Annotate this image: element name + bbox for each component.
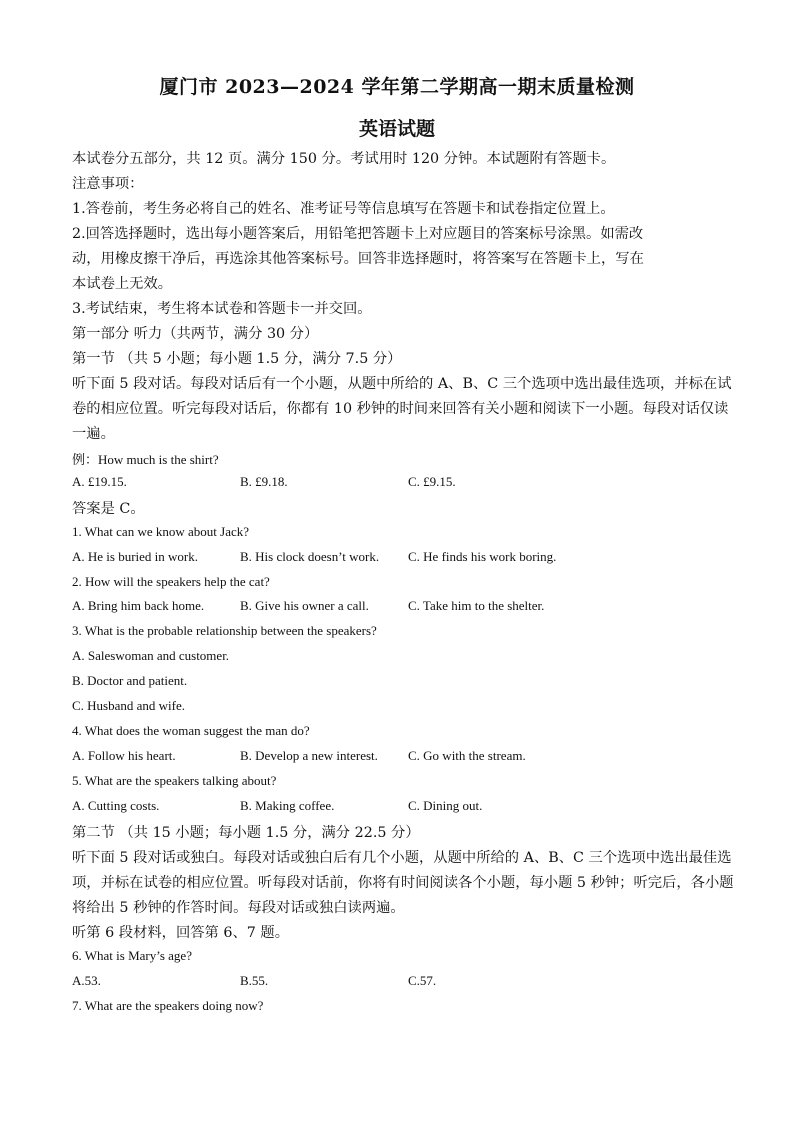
question-1: 1. What can we know about Jack? <box>72 524 250 539</box>
section1-instructions: 一遍。 <box>72 426 115 442</box>
section2-instructions: 听下面 5 段对话或独白。每段对话或独白后有几个小题，从题中所给的 A、B、C 三个选项中选出最佳选 <box>72 850 732 866</box>
q6-option-b: B.55. <box>240 973 269 988</box>
section1-title: 第一节 （共 5 小题；每小题 1.5 分，满分 7.5 分） <box>72 351 402 367</box>
q2-option-c: C. Take him to the shelter. <box>408 598 545 613</box>
example-question: 例：How much is the shirt? <box>72 452 219 467</box>
section1-instructions: 听下面 5 段对话。每段对话后有一个小题，从题中所给的 A、B、C 三个选项中选出最佳选项，并标在试 <box>72 376 732 392</box>
q2-option-a: A. Bring him back home. <box>72 598 205 613</box>
exam-title: 厦门市 2023—2024 学年第二学期高一期末质量检测 <box>159 76 635 98</box>
q3-option-c: C. Husband and wife. <box>72 698 186 713</box>
notice-title: 注意事项： <box>72 176 144 192</box>
q1-option-b: B. His clock doesn’t work. <box>240 549 380 564</box>
question-7: 7. What are the speakers doing now? <box>72 998 264 1013</box>
section1-instructions: 卷的相应位置。听完每段对话后，你都有 10 秒钟的时间来回答有关小题和阅读下一小题。每段对话仅读 <box>72 401 729 417</box>
intro-text: 本试卷分五部分，共 12 页。满分 150 分。考试用时 120 分钟。本试题附有答题卡。 <box>72 151 616 167</box>
section2-instructions: 将给出 5 秒钟的作答时间。每段对话或独白读两遍。 <box>72 900 405 916</box>
q4-option-a: A. Follow his heart. <box>72 748 176 763</box>
notice-line: 2.回答选择题时，选出每小题答案后，用铅笔把答题卡上对应题目的答案标号涂黑。如需改 <box>72 226 644 242</box>
q1-option-c: C. He finds his work boring. <box>408 549 557 564</box>
section2-instructions: 项，并标在试卷的相应位置。听每段对话前，你将有时间阅读各个小题，每小题 5 秒钟；听完后，各小题 <box>72 875 734 891</box>
q6-option-a: A.53. <box>72 973 101 988</box>
q6-option-c: C.57. <box>408 973 437 988</box>
q5-option-a: A. Cutting costs. <box>72 798 160 813</box>
q4-option-b: B. Develop a new interest. <box>240 748 378 763</box>
example-answer: 答案是 C。 <box>72 501 145 517</box>
material-6-heading: 听第 6 段材料，回答第 6、7 题。 <box>72 925 290 941</box>
example-option-b: B. £9.18. <box>240 474 288 489</box>
q3-option-b: B. Doctor and patient. <box>72 673 188 688</box>
q4-option-c: C. Go with the stream. <box>408 748 526 763</box>
section2-title: 第二节 （共 15 小题；每小题 1.5 分，满分 22.5 分） <box>72 825 420 841</box>
notice-line: 动，用橡皮擦干净后，再选涂其他答案标号。回答非选择题时，将答案写在答题卡上，写在 <box>72 251 644 267</box>
notice-line: 本试卷上无效。 <box>72 276 173 292</box>
q5-option-b: B. Making coffee. <box>240 798 335 813</box>
question-4: 4. What does the woman suggest the man do? <box>72 723 310 738</box>
question-3: 3. What is the probable relationship between the speakers? <box>72 623 377 638</box>
q2-option-b: B. Give his owner a call. <box>240 598 369 613</box>
exam-subtitle: 英语试题 <box>358 118 435 140</box>
example-option-c: C. £9.15. <box>408 474 456 489</box>
question-2: 2. How will the speakers help the cat? <box>72 574 270 589</box>
example-option-a: A. £19.15. <box>72 474 127 489</box>
notice-line: 1.答卷前，考生务必将自己的姓名、准考证号等信息填写在答题卡和试卷指定位置上。 <box>72 201 615 217</box>
q1-option-a: A. He is buried in work. <box>72 549 199 564</box>
q5-option-c: C. Dining out. <box>408 798 483 813</box>
question-5: 5. What are the speakers talking about? <box>72 773 277 788</box>
notice-line: 3.考试结束，考生将本试卷和答题卡一并交回。 <box>72 301 372 317</box>
q3-option-a: A. Saleswoman and customer. <box>72 648 230 663</box>
part1-title: 第一部分 听力（共两节，满分 30 分） <box>72 326 319 342</box>
question-6: 6. What is Mary’s age? <box>72 948 192 963</box>
